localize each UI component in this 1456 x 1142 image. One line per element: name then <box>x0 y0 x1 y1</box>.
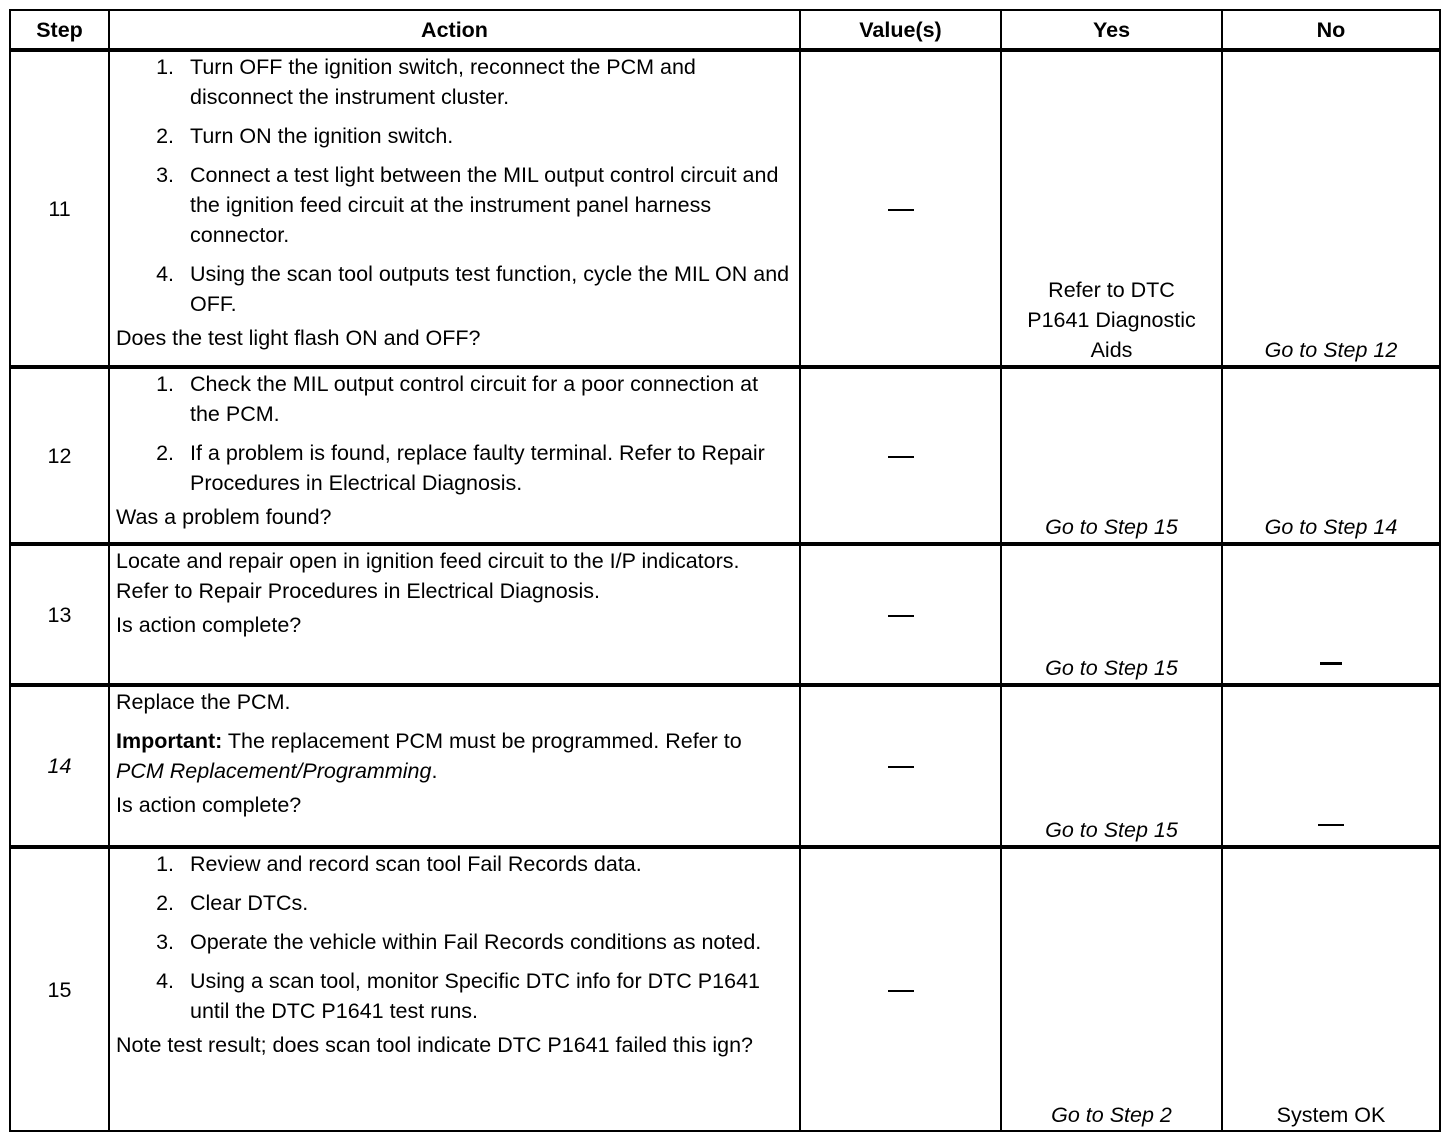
action-item: 3. Connect a test light between the MIL output control circuit and the ignition feed circuit at the instrument panel harness connector. <box>180 160 793 250</box>
value-dash <box>888 766 914 768</box>
step-number: 14 <box>10 685 109 847</box>
action-item: 2. Turn ON the ignition switch. <box>180 121 793 151</box>
no-result <box>1222 685 1440 847</box>
action-item: 2. If a problem is found, replace faulty terminal. Refer to Repair Procedures in Electrical Diagnosis. <box>180 438 793 498</box>
action-item: 2. Clear DTCs. <box>180 888 793 918</box>
action-list <box>116 52 793 319</box>
action-cell <box>109 367 800 544</box>
step-number: 15 <box>10 847 109 1131</box>
value-cell <box>800 544 1001 685</box>
header-values: Value(s) <box>800 10 1001 50</box>
value-dash <box>888 615 914 617</box>
yes-result-text: Refer to DTC P1641 Diagnostic Aids <box>1027 278 1196 362</box>
header-action: Action <box>109 10 800 50</box>
action-question: Is action complete? <box>116 613 302 637</box>
no-dash <box>1320 662 1342 665</box>
action-cell <box>109 50 800 367</box>
value-cell <box>800 367 1001 544</box>
action-cell <box>109 847 800 1131</box>
value-dash <box>888 456 914 458</box>
action-item: 1. Turn OFF the ignition switch, reconnect the PCM and disconnect the instrument cluster. <box>180 52 793 112</box>
step-number: 12 <box>10 367 109 544</box>
yes-result: Go to Step 15 <box>1001 367 1222 544</box>
table-row <box>10 367 1440 544</box>
no-result <box>1222 544 1440 685</box>
diagnostic-table <box>9 9 1441 1132</box>
action-item: 3. Operate the vehicle within Fail Records conditions as noted. <box>180 927 793 957</box>
header-step: Step <box>10 10 109 50</box>
action-text: Locate and repair open in ignition feed circuit to the I/P indicators. Refer to Repair Procedures in Electrical Diagnosis. <box>116 549 740 603</box>
action-item: 4. Using a scan tool, monitor Specific DTC info for DTC P1641 until the DTC P1641 test runs. <box>180 966 793 1026</box>
action-question: Note test result; does scan tool indicate DTC P1641 failed this ign? <box>116 1033 753 1057</box>
action-question: Does the test light flash ON and OFF? <box>116 326 481 350</box>
value-cell <box>800 50 1001 367</box>
no-result: Go to Step 12 <box>1222 50 1440 367</box>
step-number: 11 <box>10 50 109 367</box>
action-cell <box>109 544 800 685</box>
action-text: Replace the PCM. <box>116 690 291 714</box>
yes-result <box>1001 50 1222 367</box>
header-no: No <box>1222 10 1440 50</box>
table-row <box>10 544 1440 685</box>
value-dash <box>888 209 914 211</box>
action-item: 1. Review and record scan tool Fail Records data. <box>180 849 793 879</box>
action-question: Is action complete? <box>116 793 302 817</box>
important-text: The replacement PCM must be programmed. Refer to <box>227 729 742 753</box>
yes-result: Go to Step 2 <box>1001 847 1222 1131</box>
yes-result: Go to Step 15 <box>1001 685 1222 847</box>
action-item: 1. Check the MIL output control circuit for a poor connection at the PCM. <box>180 369 793 429</box>
step-number: 13 <box>10 544 109 685</box>
action-question: Was a problem found? <box>116 505 332 529</box>
important-link: PCM Replacement/Programming <box>116 759 432 783</box>
action-list <box>116 369 793 498</box>
value-cell <box>800 685 1001 847</box>
header-yes: Yes <box>1001 10 1222 50</box>
action-list <box>116 849 793 1026</box>
yes-result: Go to Step 15 <box>1001 544 1222 685</box>
no-dash <box>1318 824 1344 826</box>
action-cell <box>109 685 800 847</box>
no-result: Go to Step 14 <box>1222 367 1440 544</box>
table-row <box>10 50 1440 367</box>
value-dash <box>888 990 914 992</box>
header-row <box>10 10 1440 50</box>
value-cell <box>800 847 1001 1131</box>
important-end: . <box>431 759 438 783</box>
important-label: Important: <box>116 729 223 753</box>
table-row <box>10 847 1440 1131</box>
table-row <box>10 685 1440 847</box>
important-note <box>116 726 793 786</box>
no-result: System OK <box>1222 847 1440 1131</box>
action-item: 4. Using the scan tool outputs test function, cycle the MIL ON and OFF. <box>180 259 793 319</box>
